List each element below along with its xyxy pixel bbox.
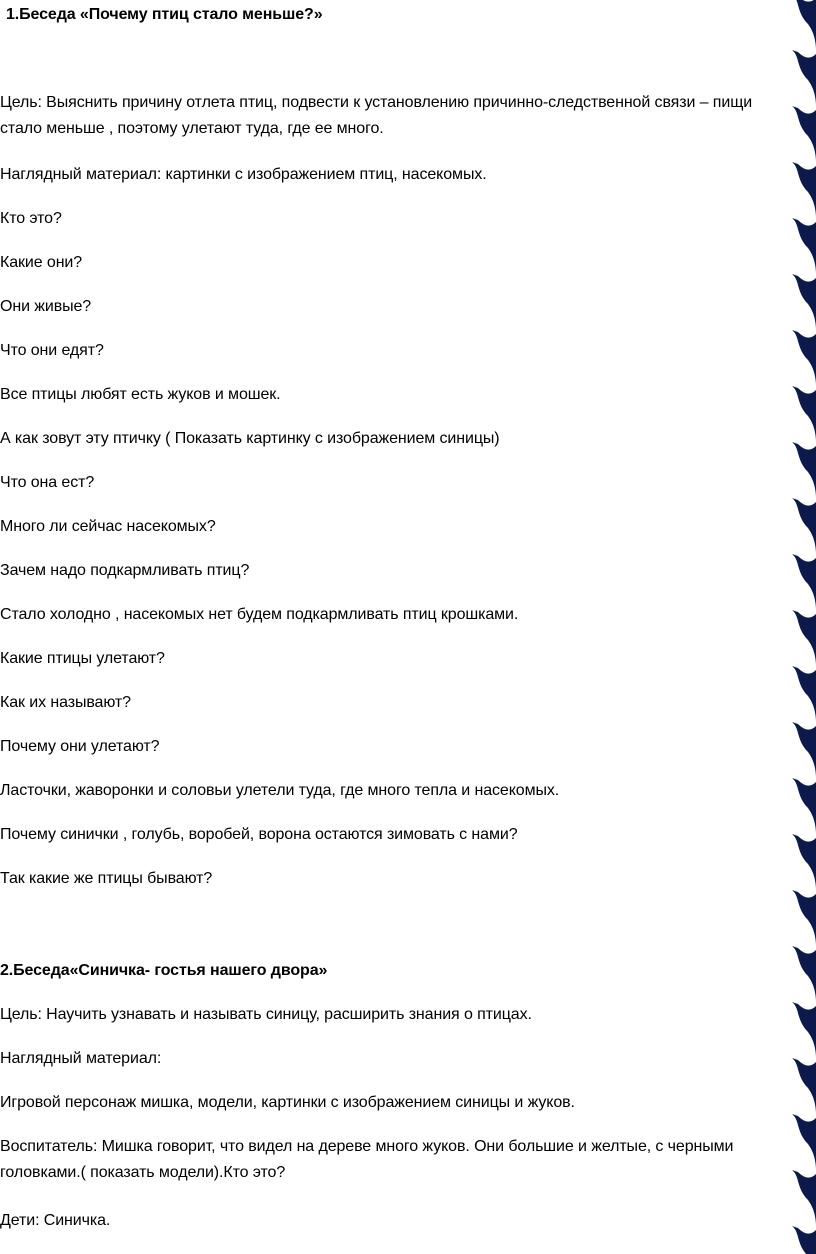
section-2-material-items: Игровой персонаж мишка, модели, картинки с изображением синицы и жуков. <box>0 1094 575 1111</box>
border-leaf-icon <box>792 554 816 610</box>
border-leaf-icon <box>792 722 816 778</box>
border-leaf-icon <box>792 0 816 50</box>
border-leaf-icon <box>792 50 816 106</box>
border-leaf-icon <box>792 442 816 498</box>
decorative-border-icon <box>786 0 816 1254</box>
section-1-line: Какие птицы улетают? <box>0 650 165 667</box>
section-2-children: Дети: Синичка. <box>0 1212 111 1229</box>
border-leaf-icon <box>792 498 816 554</box>
border-leaf-icon <box>792 274 816 330</box>
border-leaf-icon <box>792 834 816 890</box>
section-2-heading: 2.Беседа«Синичка- гостья нашего двора» <box>0 962 328 979</box>
border-leaf-icon <box>792 162 816 218</box>
section-1-line: Какие они? <box>0 254 83 271</box>
section-1-line: Ласточки, жаворонки и соловьи улетели туда, где много тепла и насекомых. <box>0 782 560 799</box>
section-2-material: Наглядный материал: <box>0 1050 162 1067</box>
section-1-line: Что они едят? <box>0 342 104 359</box>
border-leaf-icon <box>792 946 816 1002</box>
border-leaf-icon <box>792 330 816 386</box>
section-1-line: А как зовут эту птичку ( Показать картинку с изображением синицы) <box>0 430 500 447</box>
section-1-line: Стало холодно , насекомых нет будем подкармливать птиц крошками. <box>0 606 519 623</box>
section-1-material: Наглядный материал: картинки с изображением птиц, насекомых. <box>0 166 487 183</box>
section-1-line: Почему они улетают? <box>0 738 160 755</box>
border-leaf-icon <box>792 1226 816 1254</box>
border-leaf-icon <box>792 610 816 666</box>
section-1-heading: 1.Беседа «Почему птиц стало меньше?» <box>6 6 323 23</box>
border-leaf-icon <box>792 1002 816 1058</box>
section-1-line: Все птицы любят есть жуков и мошек. <box>0 386 281 403</box>
border-leaf-icon <box>792 1058 816 1114</box>
section-1-line: Как их называют? <box>0 694 131 711</box>
section-1-line: Зачем надо подкармливать птиц? <box>0 562 250 579</box>
section-1-line: Кто это? <box>0 210 62 227</box>
border-leaf-icon <box>792 890 816 946</box>
section-2-teacher: Воспитатель: Мишка говорит, что видел на дереве много жуков. Они большие и желтые, с черными головками.( показать модели).Кто это? <box>0 1138 734 1181</box>
section-1-line: Что она ест? <box>0 474 95 491</box>
border-leaf-icon <box>792 386 816 442</box>
border-leaf-icon <box>792 666 816 722</box>
section-1-goal: Цель: Выяснить причину отлета птиц, подвести к установлению причинно-следственной связи – пищи стало меньше , поэтому улетают туда, где ее много. <box>0 94 753 137</box>
section-1-line: Много ли сейчас насекомых? <box>0 518 216 535</box>
border-leaf-icon <box>792 218 816 274</box>
border-leaf-icon <box>792 106 816 162</box>
section-1-line: Так какие же птицы бывают? <box>0 870 213 887</box>
section-1-line: Почему синички , голубь, воробей, ворона остаются зимовать с нами? <box>0 826 518 843</box>
border-leaf-icon <box>792 778 816 834</box>
border-leaf-icon <box>792 1170 816 1226</box>
section-2-goal: Цель: Научить узнавать и называть синицу, расширить знания о птицах. <box>0 1006 532 1023</box>
border-leaf-icon <box>792 1114 816 1170</box>
section-1-line: Они живые? <box>0 298 92 315</box>
